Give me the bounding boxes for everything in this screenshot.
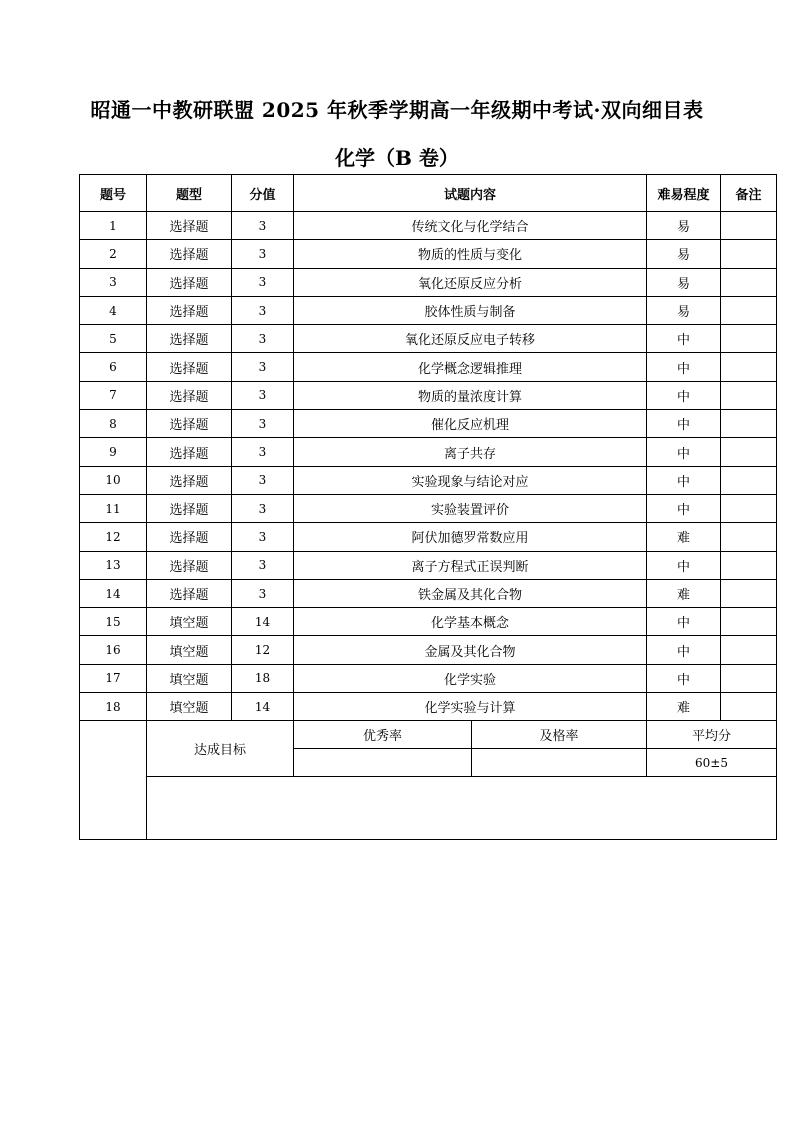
difficulty-cell: 中 bbox=[647, 608, 721, 636]
summary-left-blank bbox=[80, 721, 147, 840]
header-question-type: 题型 bbox=[147, 175, 232, 212]
score-cell: 3 bbox=[232, 353, 294, 381]
difficulty-cell: 中 bbox=[647, 353, 721, 381]
pass-rate-label: 及格率 bbox=[472, 721, 647, 749]
question-number-cell: 9 bbox=[80, 438, 147, 466]
content-cell: 物质的量浓度计算 bbox=[294, 381, 647, 409]
difficulty-cell: 难 bbox=[647, 523, 721, 551]
score-cell: 18 bbox=[232, 664, 294, 692]
content-cell: 物质的性质与变化 bbox=[294, 240, 647, 268]
question-type-cell: 选择题 bbox=[147, 325, 232, 353]
question-number-cell: 14 bbox=[80, 579, 147, 607]
header-note: 备注 bbox=[721, 175, 777, 212]
difficulty-cell: 易 bbox=[647, 296, 721, 324]
score-cell: 3 bbox=[232, 438, 294, 466]
score-cell: 3 bbox=[232, 212, 294, 240]
content-cell: 铁金属及其化合物 bbox=[294, 579, 647, 607]
question-number-cell: 5 bbox=[80, 325, 147, 353]
header-score: 分值 bbox=[232, 175, 294, 212]
score-cell: 3 bbox=[232, 579, 294, 607]
note-cell bbox=[721, 523, 777, 551]
table-row bbox=[80, 268, 777, 296]
content-cell: 化学实验 bbox=[294, 664, 647, 692]
document-title: 昭通一中教研联盟 2025 年秋季学期高一年级期中考试·双向细目表 bbox=[90, 98, 704, 122]
note-cell bbox=[721, 466, 777, 494]
table-row bbox=[80, 240, 777, 268]
header-content: 试题内容 bbox=[294, 175, 647, 212]
note-cell bbox=[721, 325, 777, 353]
content-cell: 阿伏加德罗常数应用 bbox=[294, 523, 647, 551]
score-cell: 3 bbox=[232, 523, 294, 551]
document-subtitle: 化学（B 卷） bbox=[335, 146, 459, 170]
summary-label: 达成目标 bbox=[147, 721, 294, 777]
note-cell bbox=[721, 494, 777, 522]
score-cell: 3 bbox=[232, 296, 294, 324]
question-number-cell: 1 bbox=[80, 212, 147, 240]
content-cell: 实验装置评价 bbox=[294, 494, 647, 522]
question-number-cell: 11 bbox=[80, 494, 147, 522]
question-number-cell: 7 bbox=[80, 381, 147, 409]
difficulty-cell: 中 bbox=[647, 438, 721, 466]
difficulty-cell: 易 bbox=[647, 268, 721, 296]
difficulty-cell: 难 bbox=[647, 579, 721, 607]
question-number-cell: 13 bbox=[80, 551, 147, 579]
difficulty-cell: 难 bbox=[647, 693, 721, 721]
note-cell bbox=[721, 212, 777, 240]
question-type-cell: 选择题 bbox=[147, 551, 232, 579]
difficulty-cell: 中 bbox=[647, 494, 721, 522]
question-number-cell: 18 bbox=[80, 693, 147, 721]
summary-blank-row bbox=[80, 777, 777, 840]
table-header-row bbox=[80, 175, 777, 212]
content-cell: 氧化还原反应分析 bbox=[294, 268, 647, 296]
question-number-cell: 12 bbox=[80, 523, 147, 551]
score-cell: 14 bbox=[232, 693, 294, 721]
note-cell bbox=[721, 636, 777, 664]
note-cell bbox=[721, 608, 777, 636]
score-cell: 3 bbox=[232, 551, 294, 579]
table-row bbox=[80, 551, 777, 579]
table-row bbox=[80, 579, 777, 607]
table-row bbox=[80, 523, 777, 551]
summary-blank-cell bbox=[147, 777, 777, 840]
table-row bbox=[80, 353, 777, 381]
question-type-cell: 填空题 bbox=[147, 664, 232, 692]
question-number-cell: 3 bbox=[80, 268, 147, 296]
table-row bbox=[80, 212, 777, 240]
content-cell: 离子共存 bbox=[294, 438, 647, 466]
content-cell: 化学基本概念 bbox=[294, 608, 647, 636]
question-type-cell: 选择题 bbox=[147, 353, 232, 381]
average-score-label: 平均分 bbox=[647, 721, 777, 749]
content-cell: 化学概念逻辑推理 bbox=[294, 353, 647, 381]
note-cell bbox=[721, 353, 777, 381]
question-number-cell: 10 bbox=[80, 466, 147, 494]
table-row bbox=[80, 494, 777, 522]
table-row bbox=[80, 410, 777, 438]
difficulty-cell: 中 bbox=[647, 664, 721, 692]
difficulty-cell: 中 bbox=[647, 325, 721, 353]
question-type-cell: 选择题 bbox=[147, 438, 232, 466]
excellent-rate-value bbox=[294, 749, 472, 777]
table-row bbox=[80, 664, 777, 692]
question-type-cell: 选择题 bbox=[147, 212, 232, 240]
table-row bbox=[80, 438, 777, 466]
content-cell: 氧化还原反应电子转移 bbox=[294, 325, 647, 353]
note-cell bbox=[721, 240, 777, 268]
difficulty-cell: 中 bbox=[647, 381, 721, 409]
header-difficulty: 难易程度 bbox=[647, 175, 721, 212]
score-cell: 3 bbox=[232, 494, 294, 522]
question-number-cell: 16 bbox=[80, 636, 147, 664]
question-number-cell: 2 bbox=[80, 240, 147, 268]
question-type-cell: 填空题 bbox=[147, 636, 232, 664]
note-cell bbox=[721, 579, 777, 607]
pass-rate-value bbox=[472, 749, 647, 777]
question-type-cell: 选择题 bbox=[147, 523, 232, 551]
table-row bbox=[80, 636, 777, 664]
table-row bbox=[80, 325, 777, 353]
score-cell: 3 bbox=[232, 381, 294, 409]
difficulty-cell: 易 bbox=[647, 212, 721, 240]
question-type-cell: 选择题 bbox=[147, 268, 232, 296]
content-cell: 催化反应机理 bbox=[294, 410, 647, 438]
question-type-cell: 选择题 bbox=[147, 494, 232, 522]
score-cell: 3 bbox=[232, 240, 294, 268]
content-cell: 金属及其化合物 bbox=[294, 636, 647, 664]
question-type-cell: 选择题 bbox=[147, 296, 232, 324]
question-type-cell: 选择题 bbox=[147, 579, 232, 607]
question-type-cell: 选择题 bbox=[147, 410, 232, 438]
difficulty-cell: 易 bbox=[647, 240, 721, 268]
table-row bbox=[80, 381, 777, 409]
question-type-cell: 选择题 bbox=[147, 466, 232, 494]
average-score-value: 60±5 bbox=[647, 749, 777, 777]
specification-table bbox=[79, 174, 777, 840]
note-cell bbox=[721, 664, 777, 692]
question-number-cell: 15 bbox=[80, 608, 147, 636]
note-cell bbox=[721, 268, 777, 296]
question-number-cell: 4 bbox=[80, 296, 147, 324]
question-number-cell: 6 bbox=[80, 353, 147, 381]
question-type-cell: 填空题 bbox=[147, 608, 232, 636]
question-number-cell: 17 bbox=[80, 664, 147, 692]
note-cell bbox=[721, 381, 777, 409]
note-cell bbox=[721, 551, 777, 579]
question-type-cell: 选择题 bbox=[147, 240, 232, 268]
score-cell: 3 bbox=[232, 325, 294, 353]
content-cell: 胶体性质与制备 bbox=[294, 296, 647, 324]
difficulty-cell: 中 bbox=[647, 410, 721, 438]
table-row bbox=[80, 296, 777, 324]
note-cell bbox=[721, 296, 777, 324]
question-number-cell: 8 bbox=[80, 410, 147, 438]
content-cell: 实验现象与结论对应 bbox=[294, 466, 647, 494]
difficulty-cell: 中 bbox=[647, 551, 721, 579]
score-cell: 14 bbox=[232, 608, 294, 636]
difficulty-cell: 中 bbox=[647, 636, 721, 664]
note-cell bbox=[721, 410, 777, 438]
score-cell: 12 bbox=[232, 636, 294, 664]
difficulty-cell: 中 bbox=[647, 466, 721, 494]
table-row bbox=[80, 693, 777, 721]
note-cell bbox=[721, 693, 777, 721]
question-type-cell: 填空题 bbox=[147, 693, 232, 721]
table-row bbox=[80, 466, 777, 494]
score-cell: 3 bbox=[232, 268, 294, 296]
score-cell: 3 bbox=[232, 410, 294, 438]
content-cell: 传统文化与化学结合 bbox=[294, 212, 647, 240]
header-question-number: 题号 bbox=[80, 175, 147, 212]
note-cell bbox=[721, 438, 777, 466]
excellent-rate-label: 优秀率 bbox=[294, 721, 472, 749]
table-row bbox=[80, 608, 777, 636]
summary-header-row bbox=[80, 721, 777, 749]
content-cell: 化学实验与计算 bbox=[294, 693, 647, 721]
question-type-cell: 选择题 bbox=[147, 381, 232, 409]
content-cell: 离子方程式正误判断 bbox=[294, 551, 647, 579]
score-cell: 3 bbox=[232, 466, 294, 494]
